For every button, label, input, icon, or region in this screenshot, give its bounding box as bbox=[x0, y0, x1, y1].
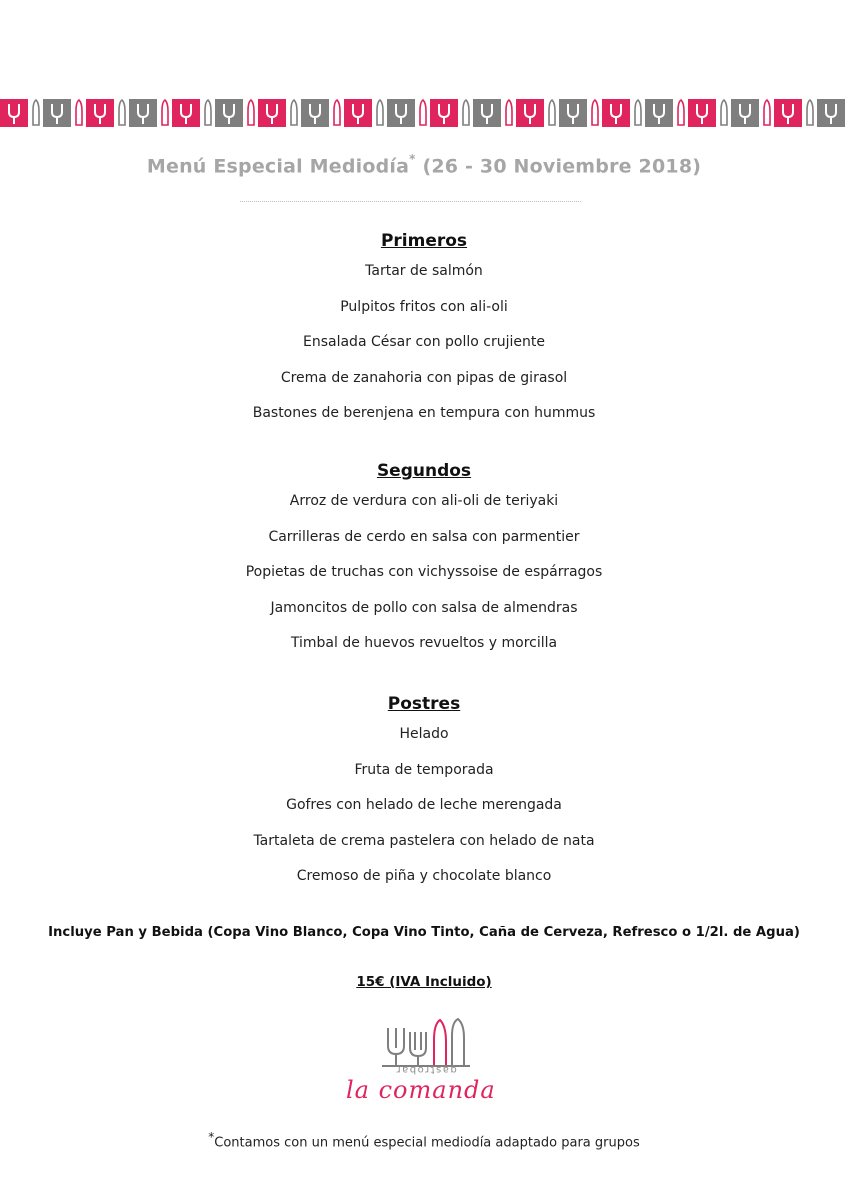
includes-note: Incluye Pan y Bebida (Copa Vino Blanco, Copa Vino Tinto, Caña de Cerveza, Refresco o 1/2l. de Agua) bbox=[48, 925, 800, 940]
dish-item: Tartaleta de crema pastelera con helado de nata bbox=[253, 832, 595, 849]
knife-icon bbox=[119, 100, 125, 125]
knife-icon bbox=[721, 100, 727, 125]
section-primeros bbox=[0, 228, 848, 432]
footnote-asterisk: * bbox=[208, 1130, 215, 1144]
knife-icon bbox=[764, 100, 770, 125]
knife-icon bbox=[162, 100, 168, 125]
dish-item: Tartar de salmón bbox=[365, 263, 483, 279]
knife-icon bbox=[549, 100, 555, 125]
knife-icon bbox=[205, 100, 211, 125]
logo-subtitle: gastrobar bbox=[395, 1064, 457, 1075]
knife-icon bbox=[678, 100, 684, 125]
knife-icon bbox=[420, 100, 426, 125]
knife-icon bbox=[33, 100, 39, 125]
knife-icon bbox=[506, 100, 512, 125]
menu-title-asterisk: * bbox=[409, 152, 416, 166]
title-divider bbox=[240, 201, 581, 202]
dish-item: Cremoso de piña y chocolate blanco bbox=[296, 868, 552, 884]
knife-icon bbox=[248, 100, 254, 125]
menu-title-dates: (26 - 30 Noviembre 2018) bbox=[422, 155, 702, 178]
section-title: Postres bbox=[387, 694, 461, 714]
knife-icon bbox=[377, 100, 383, 125]
dish-item: Arroz de verdura con ali-oli de teriyaki bbox=[289, 493, 559, 509]
knife-icon bbox=[291, 100, 297, 125]
dish-item: Popietas de truchas con vichyssoise de espárragos bbox=[245, 564, 603, 580]
dish-item: Bastones de berenjena en tempura con hummus bbox=[252, 405, 596, 421]
dish-item: Crema de zanahoria con pipas de girasol bbox=[280, 369, 568, 386]
decorative-pattern-strip bbox=[0, 97, 848, 129]
footnote-text: Contamos con un menú especial mediodía adaptado para grupos bbox=[214, 1135, 640, 1151]
knife-icon bbox=[807, 100, 813, 125]
dish-item: Fruta de temporada bbox=[354, 761, 494, 778]
dish-item: Helado bbox=[399, 726, 449, 742]
section-title: Segundos bbox=[376, 461, 472, 481]
section-segundos bbox=[0, 458, 848, 662]
knife-icon bbox=[334, 100, 340, 125]
menu-title-text: Menú Especial Mediodía bbox=[146, 155, 410, 178]
section-postres bbox=[0, 691, 848, 895]
logo-name: la comanda bbox=[346, 1076, 496, 1104]
dish-item: Gofres con helado de leche merengada bbox=[286, 797, 562, 813]
dish-item: Pulpitos fritos con ali-oli bbox=[340, 298, 508, 315]
section-title: Primeros bbox=[380, 231, 468, 251]
price-label: 15€ (IVA Incluido) bbox=[356, 974, 492, 990]
knife-icon bbox=[463, 100, 469, 125]
menu-title bbox=[0, 154, 848, 177]
knife-icon bbox=[592, 100, 598, 125]
dish-item: Timbal de huevos revueltos y morcilla bbox=[290, 635, 558, 651]
dish-item: Ensalada César con pollo crujiente bbox=[303, 334, 545, 350]
footnote bbox=[0, 1130, 848, 1150]
dish-item: Jamoncitos de pollo con salsa de almendras bbox=[270, 599, 578, 616]
knife-icon bbox=[635, 100, 641, 125]
dish-item: Carrilleras de cerdo en salsa con parmentier bbox=[268, 528, 580, 545]
knife-icon bbox=[76, 100, 82, 125]
